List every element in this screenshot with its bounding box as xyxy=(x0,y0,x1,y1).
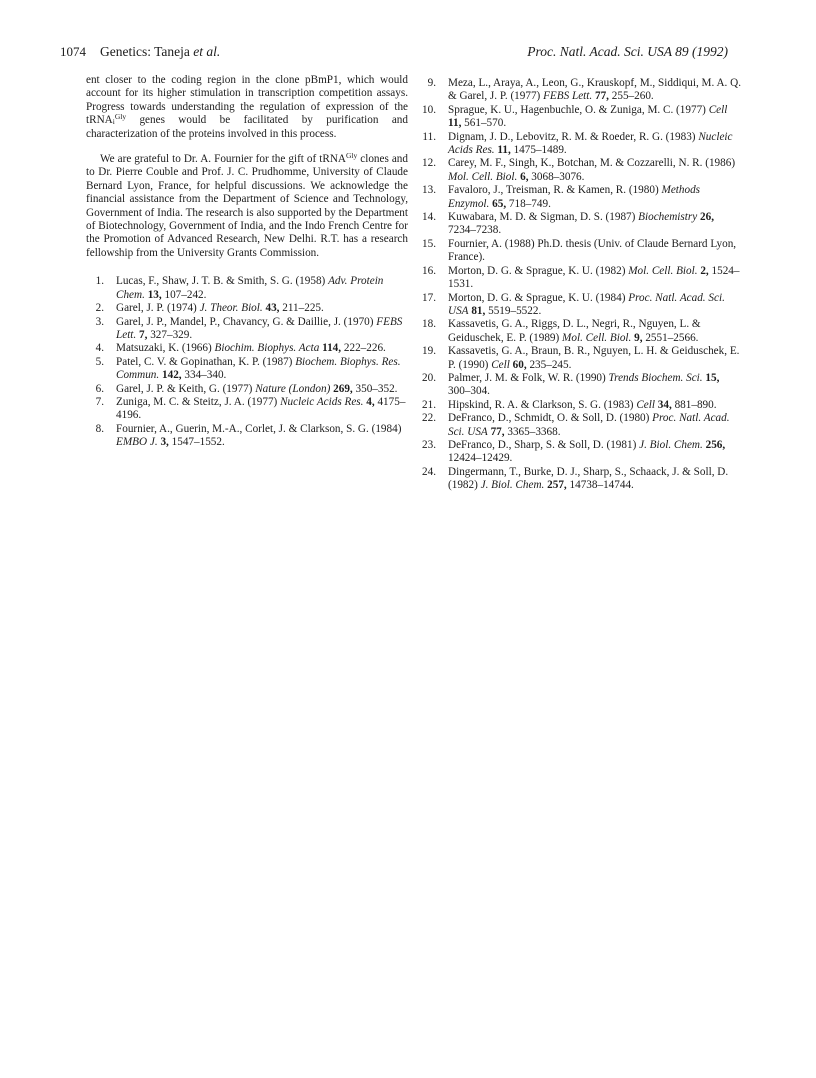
reference-volume: 9, xyxy=(634,331,643,344)
reference-volume: 6, xyxy=(520,170,529,183)
reference-item xyxy=(418,265,742,292)
reference-item xyxy=(418,211,742,238)
reference-number: 24. xyxy=(422,465,436,478)
reference-authors: Hipskind, R. A. & Clarkson, S. G. (1983) xyxy=(448,398,634,411)
reference-pages: 1547–1552. xyxy=(171,436,225,449)
reference-pages: 561–570. xyxy=(464,117,507,130)
reference-item xyxy=(86,316,408,343)
reference-pages: 3068–3076. xyxy=(531,170,585,183)
reference-journal: Mol. Cell. Biol. xyxy=(628,264,698,277)
reference-item xyxy=(418,292,742,319)
reference-number: 3. xyxy=(95,315,104,328)
reference-authors: Fournier, A., Guerin, M.-A., Corlet, J. & Clarkson, S. G. (1984) xyxy=(116,422,402,435)
reference-number: 22. xyxy=(422,412,436,425)
reference-journal: Biochem. Biophys. Res. Commun. xyxy=(116,355,401,382)
reference-pages: 12424–12429. xyxy=(448,452,513,465)
reference-volume: 81, xyxy=(471,304,486,317)
reference-number: 10. xyxy=(422,103,436,116)
reference-pages: 14738–14744. xyxy=(569,479,634,492)
reference-journal: EMBO J. xyxy=(116,436,158,449)
reference-volume: 269, xyxy=(333,382,353,395)
reference-volume: 256, xyxy=(705,438,726,451)
body-text: ent closer to the coding region in the clone pBmP1, which would account for its higher stimulation in transcription competition assays. Progress towards understanding the regulation of expression of the tRNA xyxy=(86,74,408,127)
reference-authors: Dignam, J. D., Lebovitz, R. M. & Roeder, R. G. (1983) xyxy=(448,130,696,143)
running-title-section: Genetics: Taneja xyxy=(100,44,190,59)
reference-number: 12. xyxy=(422,157,436,170)
body-paragraph xyxy=(86,74,408,141)
reference-item xyxy=(418,466,742,493)
reference-number: 6. xyxy=(95,382,104,395)
reference-number: 5. xyxy=(95,355,104,368)
reference-number: 8. xyxy=(95,422,104,435)
reference-journal: Nature (London) xyxy=(255,382,331,395)
reference-pages: 2551–2566. xyxy=(645,331,699,344)
reference-volume: 3, xyxy=(160,436,169,449)
reference-authors: Meza, L., Araya, A., Leon, G., Krauskopf, M., Siddiqui, M. A. Q. & Garel, J. P. (1977) xyxy=(448,77,742,103)
reference-item xyxy=(418,318,742,345)
reference-journal: Cell xyxy=(491,358,510,371)
reference-volume: 77, xyxy=(594,90,609,103)
reference-authors: Morton, D. G. & Sprague, K. U. (1984) xyxy=(448,291,626,304)
reference-journal: Methods Enzymol. xyxy=(448,184,701,210)
reference-journal: J. Biol. Chem. xyxy=(639,438,703,451)
reference-authors: DeFranco, D., Schmidt, O. & Soll, D. (1980) xyxy=(448,412,650,425)
reference-item xyxy=(86,342,408,355)
reference-journal: Mol. Cell. Biol. xyxy=(448,170,518,183)
reference-pages: 881–890. xyxy=(674,398,717,411)
reference-authors: Sprague, K. U., Hagenbuchle, O. & Zuniga, M. C. (1977) xyxy=(448,103,706,116)
reference-item xyxy=(418,238,742,265)
reference-authors: Zuniga, M. C. & Steitz, J. A. (1977) xyxy=(116,395,278,408)
reference-authors: Kassavetis, G. A., Riggs, D. L., Negri, R., Nguyen, L. & Geiduschek, E. P. (1989) xyxy=(448,318,701,344)
reference-item xyxy=(86,302,408,315)
reference-item xyxy=(418,399,742,412)
reference-volume: 114, xyxy=(322,342,342,355)
reference-item xyxy=(86,383,408,396)
body-text: genes would be facilitated by purification and characterization of the proteins involved in this process. xyxy=(86,114,408,140)
reference-journal: FEBS Lett. xyxy=(116,315,403,341)
reference-journal: Mol. Cell. Biol. xyxy=(562,331,632,344)
reference-item xyxy=(418,345,742,372)
reference-pages: 350–352. xyxy=(355,382,398,395)
left-column xyxy=(86,74,408,450)
reference-authors: Palmer, J. M. & Folk, W. R. (1990) xyxy=(448,371,606,384)
reference-number: 21. xyxy=(422,398,436,411)
reference-volume: 34, xyxy=(657,398,672,411)
reference-pages: 235–245. xyxy=(529,358,572,371)
ack-text: clones and to Dr. Pierre Couble and Prof. J. C. Prudhomme, University of Claude Bernard Lyon, France, for helpful discussions. We acknowledge the financial assistance from the Department of Science and Technology, Government of India. The research is also supported by the Department of Biotechnology, Government of India, and the Indo French Centre for the Promotion of Advanced Research, New Delhi. R.T. has a research fellowship from the University Grants Commission. xyxy=(86,153,408,259)
reference-pages: 222–226. xyxy=(343,342,386,355)
reference-authors: Favaloro, J., Treisman, R. & Kamen, R. (1980) xyxy=(448,184,659,197)
reference-authors: Lucas, F., Shaw, J. T. B. & Smith, S. G. (1958) xyxy=(116,275,326,288)
reference-number: 9. xyxy=(427,77,436,89)
acknowledgments xyxy=(86,153,408,260)
reference-number: 2. xyxy=(95,302,104,315)
reference-list xyxy=(86,275,408,449)
reference-pages: 3365–3368. xyxy=(507,425,561,438)
reference-number: 15. xyxy=(422,237,436,250)
page-header xyxy=(60,44,728,64)
reference-number: 4. xyxy=(95,342,104,355)
running-title xyxy=(100,44,220,60)
reference-item xyxy=(86,423,408,450)
reference-number: 18. xyxy=(422,318,436,331)
reference-authors: Kassavetis, G. A., Braun, B. R., Nguyen, L. H. & Geiduschek, E. P. (1990) xyxy=(448,345,740,371)
reference-authors: Carey, M. F., Singh, K., Botchan, M. & Cozzarelli, N. R. (1986) xyxy=(448,157,736,170)
reference-volume: 43, xyxy=(265,302,280,315)
reference-authors: Patel, C. V. & Gopinathan, K. P. (1987) xyxy=(116,355,293,368)
reference-pages: 1524–1531. xyxy=(448,264,740,291)
reference-journal: Cell xyxy=(636,398,655,411)
reference-volume: 15, xyxy=(705,371,720,384)
reference-pages: 4175–4196. xyxy=(116,395,406,422)
reference-pages: 107–242. xyxy=(164,288,207,301)
reference-number: 16. xyxy=(422,264,436,277)
reference-authors: Garel, J. P. (1974) xyxy=(116,302,197,315)
reference-item xyxy=(418,131,742,158)
reference-volume: 77, xyxy=(490,425,505,438)
reference-authors: DeFranco, D., Sharp, S. & Soll, D. (1981) xyxy=(448,438,637,451)
reference-journal: FEBS Lett. xyxy=(543,90,593,103)
reference-volume: 65, xyxy=(492,197,507,210)
reference-volume: 60, xyxy=(512,358,527,371)
reference-item xyxy=(86,275,408,302)
reference-number: 20. xyxy=(422,371,436,384)
superscript: Gly xyxy=(114,112,127,122)
reference-number: 19. xyxy=(422,345,436,358)
reference-journal: Cell xyxy=(708,103,728,116)
reference-pages: 1475–1489. xyxy=(513,144,567,157)
reference-item xyxy=(418,184,742,211)
running-title-et-al: et al. xyxy=(193,44,221,59)
reference-volume: 11, xyxy=(497,144,511,157)
reference-journal: Proc. Natl. Acad. Sci. USA xyxy=(448,291,725,317)
reference-authors: Fournier, A. (1988) Ph.D. thesis (Univ. of Claude Bernard Lyon, France). xyxy=(448,237,737,264)
reference-volume: 7, xyxy=(139,328,148,341)
reference-item xyxy=(418,439,742,466)
reference-volume: 4, xyxy=(366,395,375,408)
right-column xyxy=(418,77,742,493)
reference-volume: 142, xyxy=(162,369,182,382)
journal-citation: Proc. Natl. Acad. Sci. USA 89 (1992) xyxy=(527,44,728,59)
reference-number: 14. xyxy=(422,211,436,224)
reference-volume: 257, xyxy=(547,479,567,492)
reference-number: 13. xyxy=(422,184,436,197)
reference-authors: Dingermann, T., Burke, D. J., Sharp, S., Schaack, J. & Soll, D. (1982) xyxy=(448,465,729,492)
reference-journal: Trends Biochem. Sci. xyxy=(608,371,703,384)
reference-item xyxy=(418,77,742,104)
page-number: 1074 xyxy=(60,44,86,59)
reference-pages: 327–329. xyxy=(150,328,193,341)
reference-journal: J. Theor. Biol. xyxy=(199,302,263,315)
reference-item xyxy=(86,396,408,423)
superscript: Gly xyxy=(345,151,358,161)
reference-volume: 2, xyxy=(700,264,709,277)
reference-pages: 7234–7238. xyxy=(448,224,502,237)
reference-volume: 13, xyxy=(147,288,162,301)
reference-authors: Matsuzaki, K. (1966) xyxy=(116,342,212,355)
reference-pages: 255–260. xyxy=(611,90,654,103)
reference-number: 17. xyxy=(422,291,436,304)
reference-journal: Proc. Natl. Acad. Sci. USA xyxy=(448,412,730,438)
reference-volume: 26, xyxy=(700,211,714,224)
reference-authors: Morton, D. G. & Sprague, K. U. (1982) xyxy=(448,264,626,277)
reference-number: 7. xyxy=(95,395,104,408)
reference-list xyxy=(418,77,742,493)
subscript: i xyxy=(112,117,115,127)
reference-number: 11. xyxy=(422,130,436,143)
reference-number: 23. xyxy=(422,438,436,451)
reference-item xyxy=(418,412,742,439)
reference-authors: Garel, J. P. & Keith, G. (1977) xyxy=(116,382,253,395)
reference-volume: 11, xyxy=(448,117,462,130)
reference-journal: Biochemistry xyxy=(638,211,698,224)
reference-pages: 300–304. xyxy=(448,385,490,398)
reference-item xyxy=(418,157,742,184)
reference-journal: J. Biol. Chem. xyxy=(480,479,545,492)
reference-pages: 211–225. xyxy=(282,302,324,315)
reference-journal: Biochim. Biophys. Acta xyxy=(214,342,320,355)
reference-journal: Adv. Protein Chem. xyxy=(116,275,384,301)
ack-text: We are grateful to Dr. A. Fournier for the gift of tRNA xyxy=(100,153,346,166)
reference-item xyxy=(418,104,742,131)
reference-number: 1. xyxy=(95,275,104,288)
reference-pages: 718–749. xyxy=(508,197,551,210)
reference-pages: 5519–5522. xyxy=(488,304,542,317)
reference-authors: Garel, J. P., Mandel, P., Chavancy, G. & Daillie, J. (1970) xyxy=(116,315,374,328)
reference-authors: Kuwabara, M. D. & Sigman, D. S. (1987) xyxy=(448,211,636,224)
reference-journal: Nucleic Acids Res. xyxy=(280,395,364,408)
reference-journal: Nucleic Acids Res. xyxy=(448,130,733,157)
reference-pages: 334–340. xyxy=(184,369,227,382)
reference-item xyxy=(418,372,742,399)
reference-item xyxy=(86,356,408,383)
